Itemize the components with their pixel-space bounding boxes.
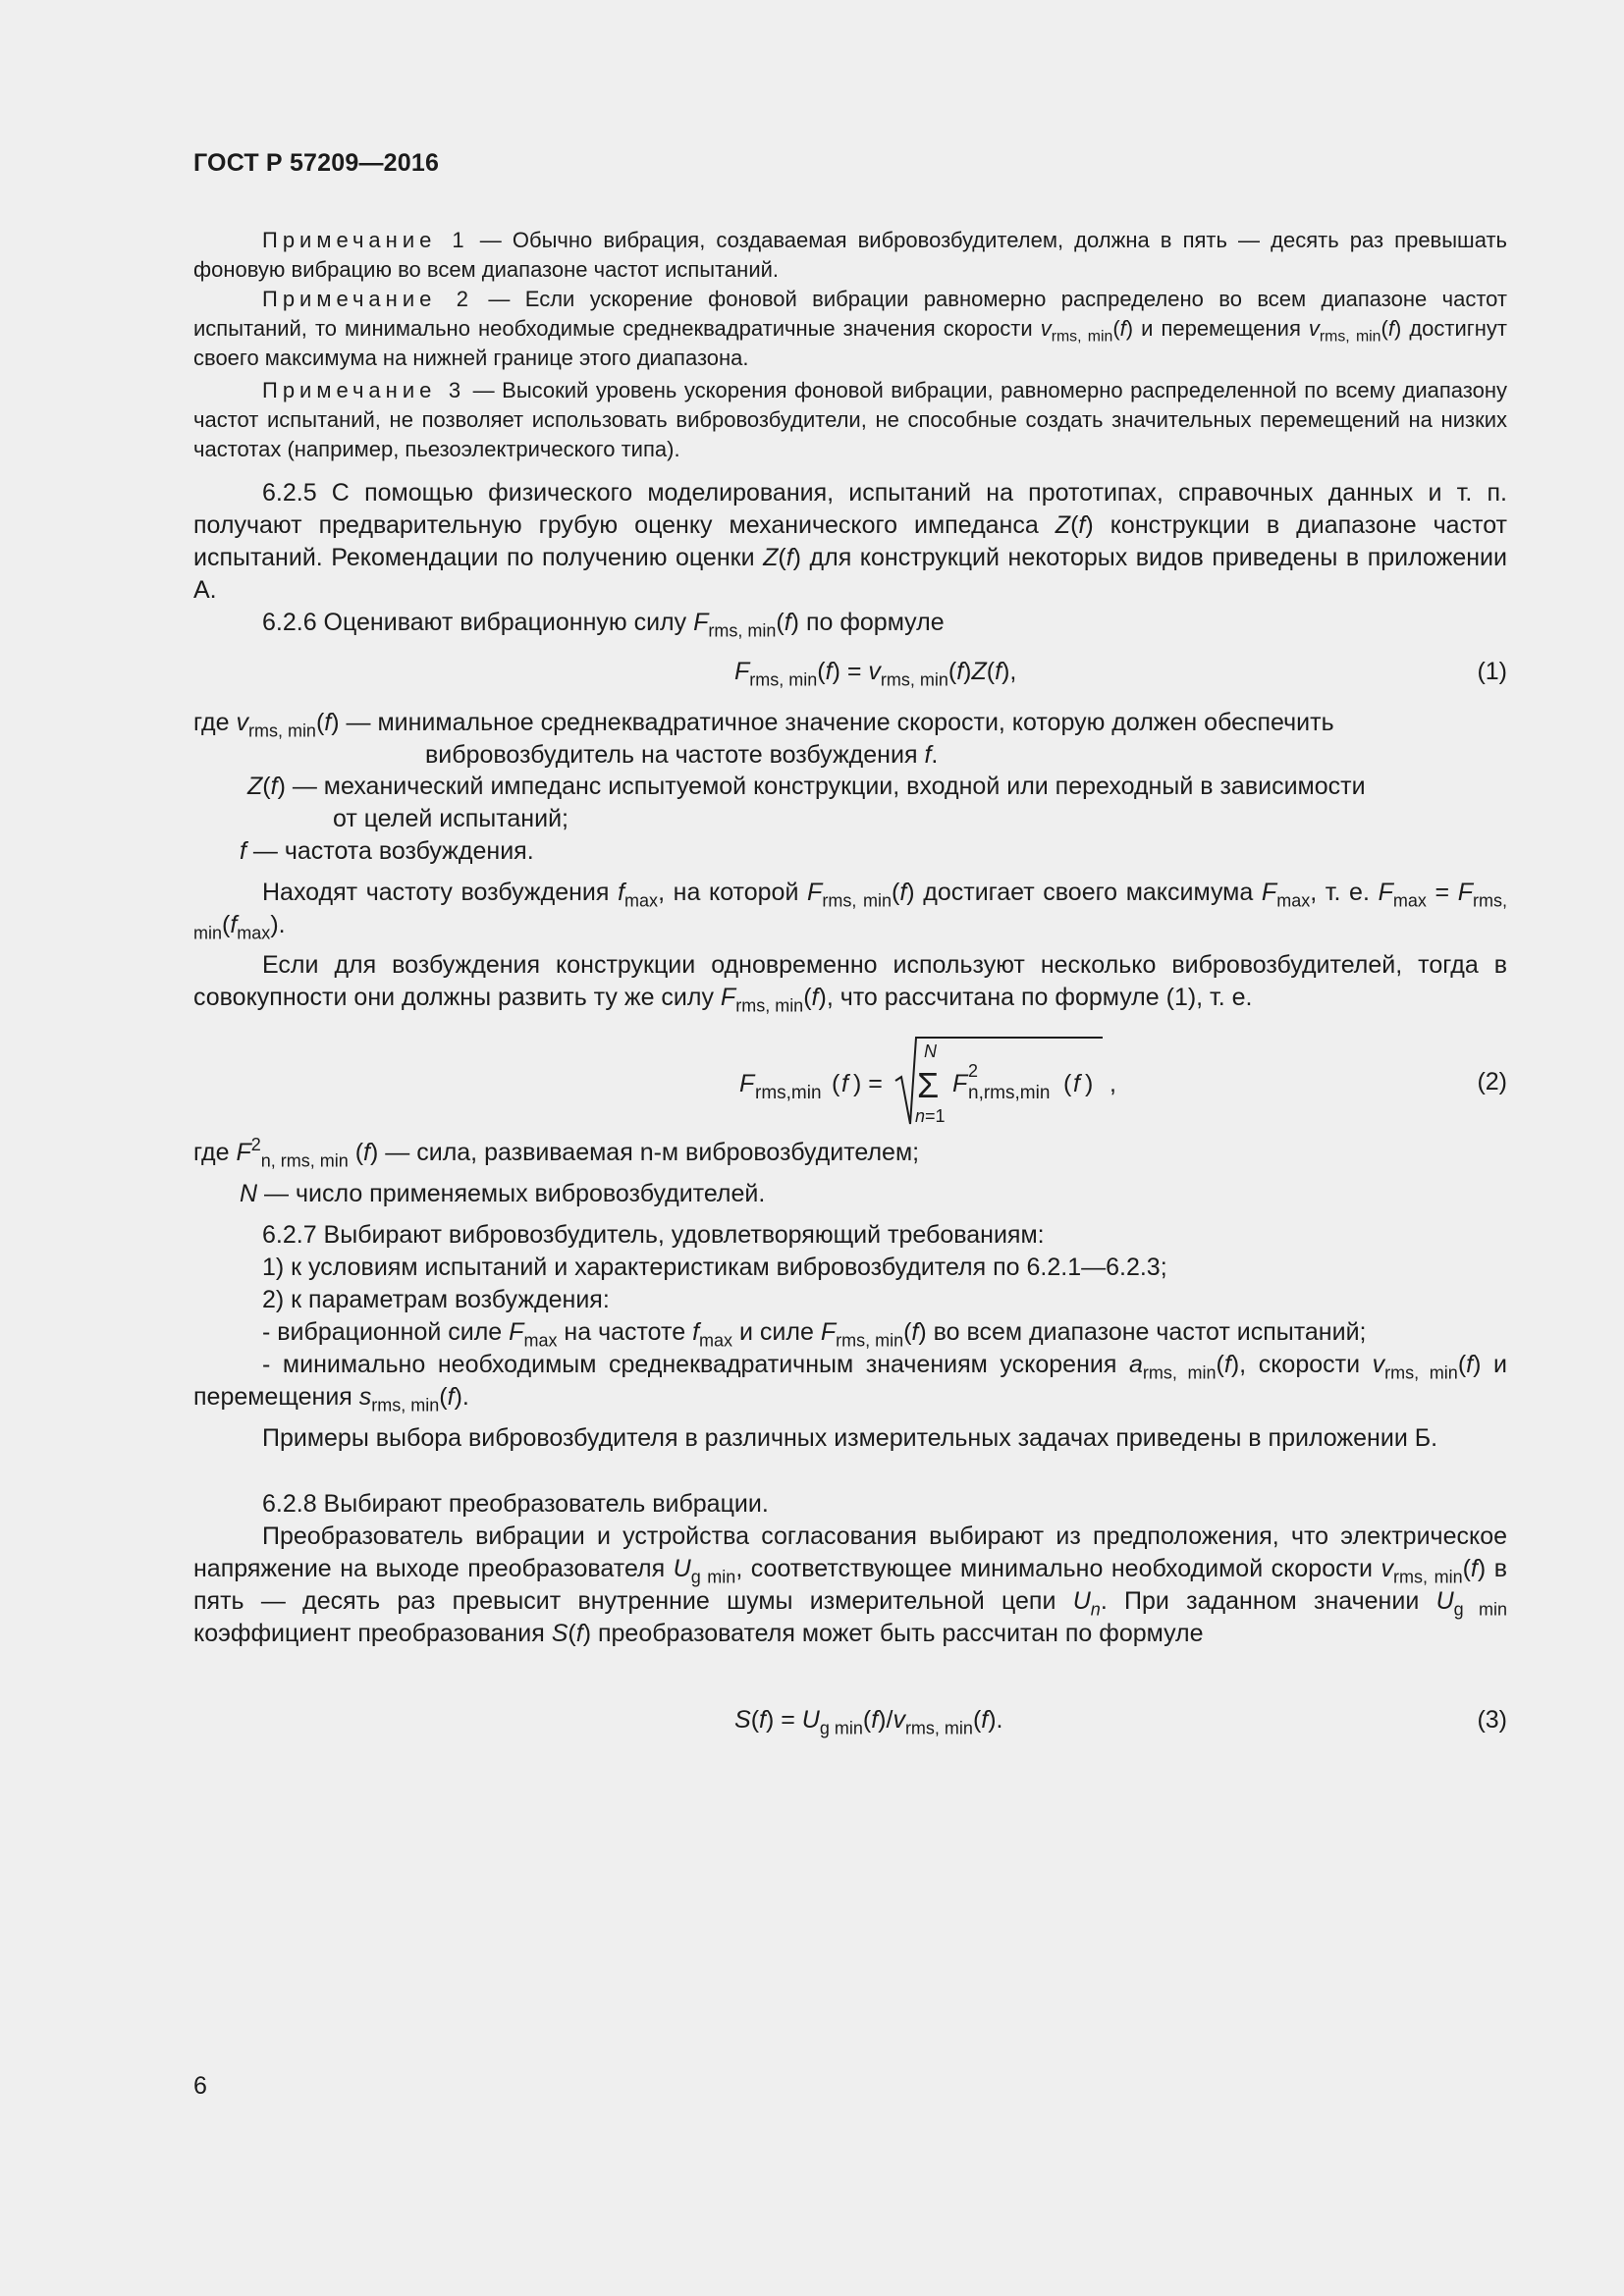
formula-3: $S(f) = U_{g min}(f)/v_{rms, min}(f)$. [734, 1706, 1003, 1738]
svg-text:rms,min: rms,min [755, 1083, 822, 1103]
requirement-2: 2) к параметрам возбуждения: [262, 1286, 610, 1313]
formula-1: $F_{rms, min}(f) = v_{rms, min}(f)Z(f)$, [734, 658, 1017, 690]
svg-text:) =: ) = [853, 1070, 883, 1097]
note-3: Примечание 3 — Высокий уровень ускорения фоновой вибрации, равномерно распределенной по всему диапазону частот испытаний, не позволяет использовать вибровозбудители, не способные создать значительных перемещений на низких частотах (например, пьезоэлектрического типа). [193, 378, 1508, 461]
requirement-2-dash-1: - вибрационной силе $F_{max}$ на частоте $f_{max}$ и силе $F_{rms, min}(f)$ во всем диапазоне частот испытаний; [262, 1318, 1367, 1351]
paragraph-transducer: Преобразователь вибрации и устройства согласования выбирают из предположения, что электрическое напряжение на выходе преобразователя $U_{g min}$, соответствующее минимально необходимой скорости $v_{rms, min}(f)$ в пять — десять раз превысит внутренние шумы измерительной цепи $U_n$. При заданном значении $U_{g min}$ коэффициент преобразования S(f) преобразователя может быть рассчитан по формуле [193, 1522, 1508, 1647]
requirement-1: 1) к условиям испытаний и характеристикам вибровозбудителя по 6.2.1—6.2.3; [262, 1254, 1167, 1281]
paragraph-examples: Примеры выбора вибровозбудителя в различных измерительных задачах приведены в приложении Б. [262, 1424, 1438, 1452]
paragraph-6-2-7: 6.2.7 Выбирают вибровозбудитель, удовлетворяющий требованиям: [262, 1221, 1045, 1249]
svg-text:2: 2 [968, 1061, 979, 1081]
paragraph-6-2-5: 6.2.5 С помощью физического моделирования, испытаний на прототипах, справочных данных и т. п. получают предварительную грубую оценку механического импеданса Z(f) конструкции в диапазоне частот испытаний. Рекомендации по получению оценки Z(f) для конструкций некоторых видов приведены в приложении А. [193, 479, 1508, 604]
document-header: ГОСТ Р 57209—2016 [193, 149, 440, 177]
svg-text:N: N [924, 1041, 937, 1061]
svg-text:f: f [841, 1070, 848, 1097]
svg-text:F: F [739, 1070, 755, 1097]
svg-text:(: ( [832, 1070, 840, 1097]
where-fn-definition: где $F^2_{n, rms, min}$ (f) — сила, развиваемая n-м вибровозбудителем; [193, 1135, 920, 1171]
where-n-definition: N — число применяемых вибровозбудителей. [240, 1180, 766, 1207]
formula-2-number: (2) [1477, 1068, 1507, 1095]
svg-text:f: f [1073, 1070, 1080, 1097]
svg-text:F: F [952, 1070, 968, 1097]
formula-3-number: (3) [1477, 1706, 1507, 1734]
page-number: 6 [193, 2072, 207, 2100]
paragraph-6-2-6: 6.2.6 Оценивают вибрационную силу $F_{rms, min}(f)$ по формуле [262, 609, 945, 641]
svg-text:n=1: n=1 [915, 1106, 946, 1126]
svg-text:Σ: Σ [917, 1065, 940, 1105]
note-2: Примечание 2 — Если ускорение фоновой вибрации равномерно распределено во всем диапазоне частот испытаний, то минимально необходимые среднеквадратичные значения скорости $v_{rms, min}(f)$ и перемещения $v_{rms, min}(f)$ достигнут своего максимума на нижней границе этого диапазона. [193, 287, 1508, 370]
svg-text:): ) [1085, 1070, 1094, 1097]
paragraph-fmax: Находят частоту возбуждения $f_{max}$, на которой $F_{rms, min}(f)$ достигает своего максимума $F_{max}$, т. е. $F_{max} = F_{rms, min}(f_{max})$. [193, 879, 1508, 943]
svg-text:n,rms,min: n,rms,min [968, 1083, 1051, 1103]
note-1: Примечание 1 — Обычно вибрация, создаваемая вибровозбудителем, должна в пять — десять раз превышать фоновую вибрацию во всем диапазоне частот испытаний. [193, 228, 1507, 282]
formula-1-number: (1) [1477, 658, 1507, 685]
where-v-continuation: вибровозбудитель на частоте возбуждения f. [425, 741, 939, 769]
where-v-definition: где $v_{rms, min}(f)$ — минимальное среднеквадратичное значение скорости, которую должен обеспечить [193, 709, 1334, 741]
svg-text:(: ( [1063, 1070, 1072, 1097]
paragraph-6-2-8: 6.2.8 Выбирают преобразователь вибрации. [262, 1490, 769, 1518]
formula-2 [731, 1026, 1124, 1134]
svg-text:,: , [1110, 1070, 1116, 1097]
paragraph-multiple-exciters: Если для возбуждения конструкции одновременно используют несколько вибровозбудителей, тогда в совокупности они должны развить ту же силу $F_{rms, min}(f)$, что рассчитана по формуле (1), т. е. [193, 951, 1507, 1016]
requirement-2-dash-2: - минимально необходимым среднеквадратичным значениям ускорения $a_{rms, min}(f)$, скорости $v_{rms, min}(f)$ и перемещения $s_{rms, min}(f)$. [193, 1351, 1507, 1415]
where-z-definition: Z(f) — механический импеданс испытуемой конструкции, входной или переходный в зависимости [247, 773, 1366, 800]
where-z-continuation: от целей испытаний; [333, 805, 568, 832]
where-f-definition: f — частота возбуждения. [240, 837, 534, 865]
